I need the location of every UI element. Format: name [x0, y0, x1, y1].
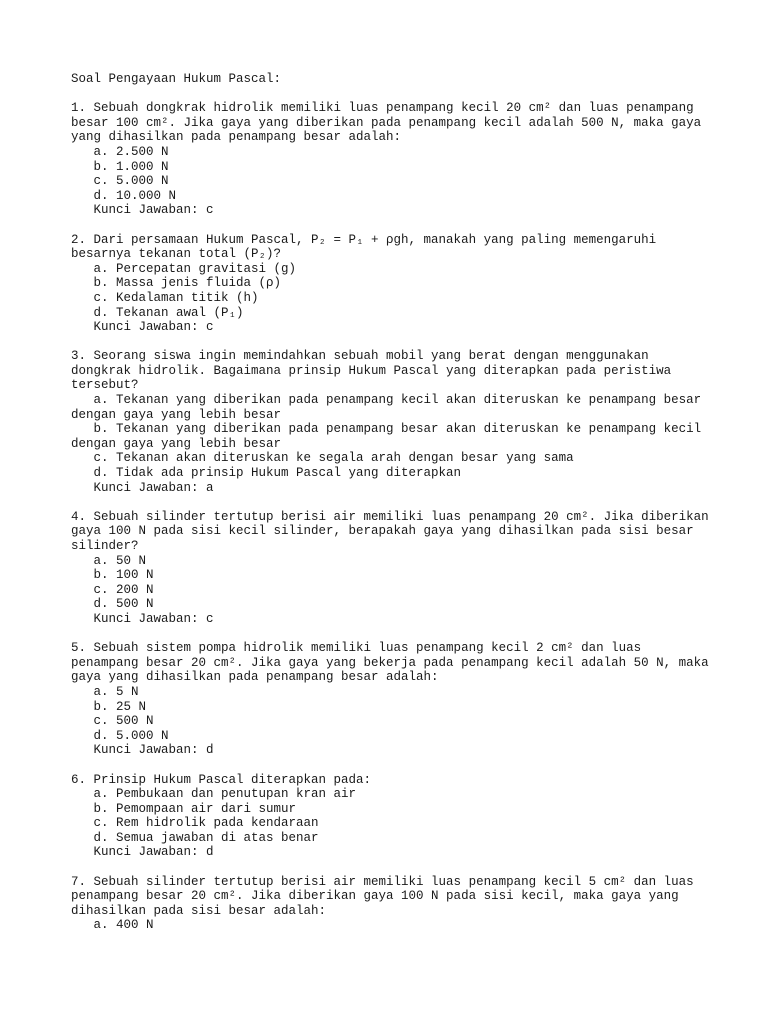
- answer-key: Kunci Jawaban: c: [93, 320, 214, 335]
- answer-option: d. Semua jawaban di atas benar: [93, 830, 319, 845]
- answer-option: c. 200 N: [93, 582, 154, 597]
- answer-option: d. Tidak ada prinsip Hukum Pascal yang diterapkan: [93, 466, 462, 481]
- question-1: [71, 101, 711, 218]
- answer-key: Kunci Jawaban: a: [93, 480, 214, 495]
- answer-option: a. 2.500 N: [93, 144, 169, 159]
- answer-option: d. 10.000 N: [93, 188, 177, 203]
- answer-key: Kunci Jawaban: c: [93, 611, 214, 626]
- answer-option: d. Tekanan awal (P₁): [93, 305, 244, 320]
- answer-option: a. 50 N: [93, 553, 147, 568]
- question-text: 3. Seorang siswa ingin memindahkan sebuah mobil yang berat dengan menggunakan dongkrak hidrolik. Bagaimana prinsip Hukum Pascal yang diterapkan pada peristiwa tersebut?: [71, 349, 679, 393]
- answer-option: c. 500 N: [93, 714, 154, 729]
- question-4: [71, 509, 717, 627]
- answer-option: b. 25 N: [93, 699, 147, 714]
- answer-key: Kunci Jawaban: c: [93, 203, 214, 218]
- answer-option: c. Rem hidrolik pada kendaraan: [93, 816, 319, 831]
- answer-option: a. Percepatan gravitasi (g): [93, 261, 297, 276]
- document-title: Soal Pengayaan Hukum Pascal:: [71, 72, 282, 86]
- question-text: 5. Sebuah sistem pompa hidrolik memiliki luas penampang kecil 2 cm² dan luas penampang besar 20 cm². Jika gaya yang bekerja pada penampang kecil adalah 50 N, maka gaya yang dihasilkan pada penampang besar adalah:: [71, 641, 717, 685]
- answer-option: c. Kedalaman titik (h): [93, 290, 259, 305]
- question-7: [71, 875, 711, 933]
- answer-option: b. Massa jenis fluida (ρ): [93, 276, 282, 291]
- document-page: [71, 72, 717, 948]
- question-text: 4. Sebuah silinder tertutup berisi air memiliki luas penampang 20 cm². Jika diberikan gaya 100 N pada sisi kecil silinder, berapakah gaya yang dihasilkan pada sisi besar silinder?: [71, 509, 717, 553]
- question-text: 7. Sebuah silinder tertutup berisi air memiliki luas penampang kecil 5 cm² dan luas penampang besar 20 cm². Jika diberikan gaya 100 N pada sisi kecil, maka gaya yang dihasilkan pada sisi besar adalah:: [71, 874, 702, 918]
- question-text: 1. Sebuah dongkrak hidrolik memiliki luas penampang kecil 20 cm² dan luas penampang besar 100 cm². Jika gaya yang diberikan pada penampang kecil adalah 500 N, maka gaya yang dihasilkan pada penampang besar adalah:: [71, 101, 709, 145]
- question-3: [71, 349, 711, 495]
- answer-option: d. 500 N: [93, 597, 154, 612]
- answer-option: d. 5.000 N: [93, 728, 169, 743]
- answer-option: b. 1.000 N: [93, 159, 169, 174]
- question-2: [71, 233, 711, 335]
- answer-option: a. Pembukaan dan penutupan kran air: [93, 787, 357, 802]
- answer-option: b. Tekanan yang diberikan pada penampang besar akan diteruskan ke penampang kecil dengan gaya yang lebih besar: [71, 422, 709, 451]
- answer-option: c. Tekanan akan diteruskan ke segala arah dengan besar yang sama: [93, 451, 574, 466]
- question-6: [71, 773, 711, 861]
- question-text: 2. Dari persamaan Hukum Pascal, P₂ = P₁ + ρgh, manakah yang paling memengaruhi besarnya tekanan total (P₂)?: [71, 232, 664, 262]
- answer-option: b. Pemompaan air dari sumur: [93, 801, 297, 816]
- answer-key: Kunci Jawaban: d: [93, 743, 214, 758]
- answer-option: a. Tekanan yang diberikan pada penampang kecil akan diteruskan ke penampang besar dengan gaya yang lebih besar: [71, 393, 709, 422]
- answer-option: a. 400 N: [93, 918, 154, 933]
- answer-key: Kunci Jawaban: d: [93, 845, 214, 860]
- answer-option: c. 5.000 N: [93, 174, 169, 189]
- question-text: 6. Prinsip Hukum Pascal diterapkan pada:: [71, 772, 372, 787]
- question-5: [71, 641, 717, 758]
- answer-option: b. 100 N: [93, 568, 154, 583]
- answer-option: a. 5 N: [93, 684, 139, 699]
